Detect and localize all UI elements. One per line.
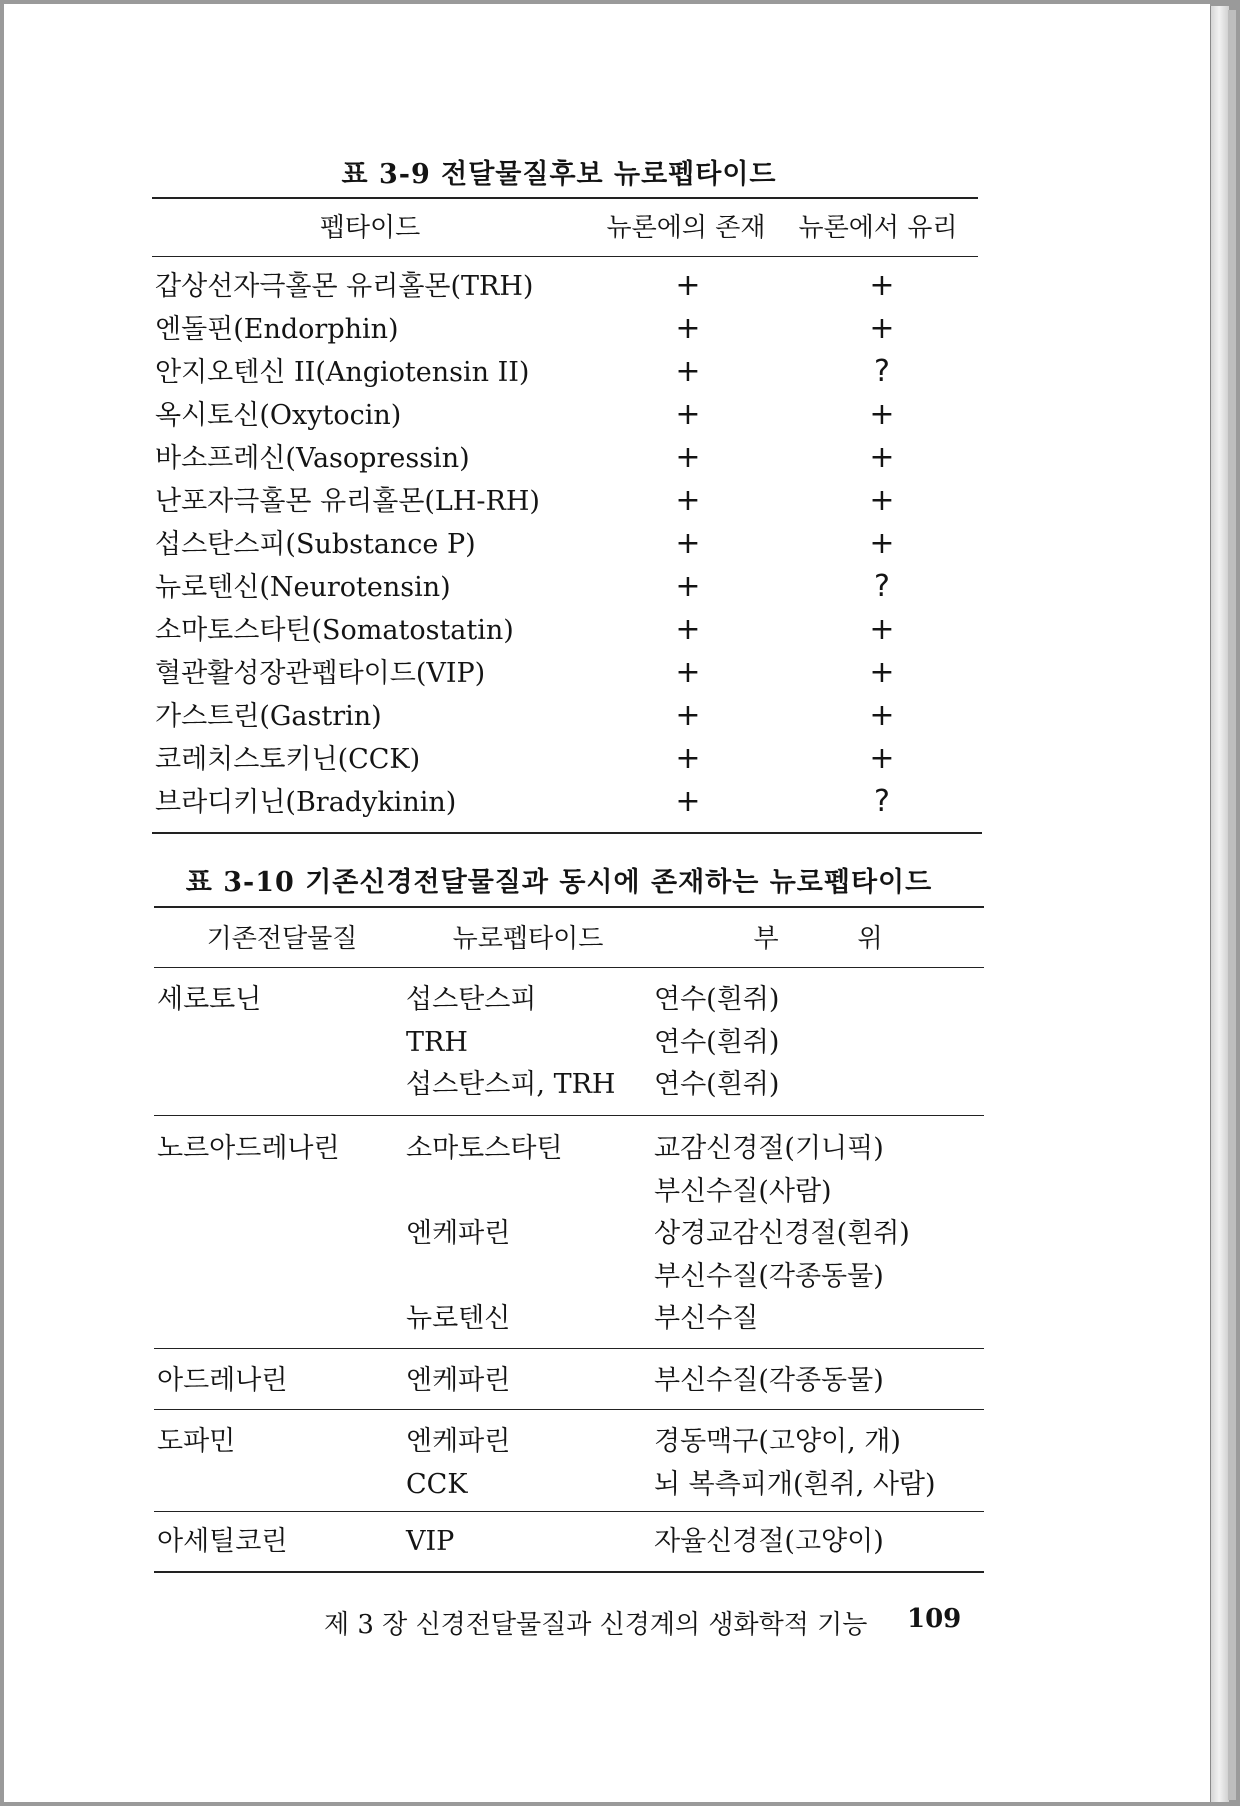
peptide-name: 엔돌핀(Endorphin) <box>155 314 399 345</box>
site-name: 부신수질(각종동물) <box>654 1260 884 1292</box>
site-name: 경동맥구(고양이, 개) <box>654 1426 901 1457</box>
peptide-name: 섭스탄스피(Substance P) <box>155 529 476 560</box>
neuropeptide-name: VIP <box>406 1526 455 1557</box>
page-number: 109 <box>907 1604 962 1634</box>
book-page <box>4 4 1210 1802</box>
peptide-name: 옥시토신(Oxytocin) <box>155 400 402 431</box>
release-mark: + <box>869 655 895 690</box>
release-mark: ? <box>874 354 890 389</box>
column-header-site-1: 부 <box>753 924 779 954</box>
site-name: 교감신경절(기니픽) <box>654 1133 884 1164</box>
column-header-presence: 뉴론에의 존재 <box>606 213 766 243</box>
peptide-name: 갑상선자극홀몬 유리홀몬(TRH) <box>155 271 534 302</box>
table-rule <box>154 906 984 908</box>
presence-mark: + <box>675 612 701 647</box>
site-name: 자율신경절(고양이) <box>654 1526 884 1557</box>
peptide-name: 브라디키닌(Bradykinin) <box>155 787 457 818</box>
page-edge-shadow <box>1228 10 1236 1800</box>
neuropeptide-name: 섭스탄스피, TRH <box>406 1069 616 1100</box>
column-header-site-2: 위 <box>857 924 883 954</box>
group-rule <box>154 1348 984 1349</box>
neuropeptide-name: 엔케파린 <box>406 1365 511 1396</box>
site-name: 상경교감신경절(흰쥐) <box>654 1218 910 1249</box>
transmitter-name: 도파민 <box>157 1426 236 1457</box>
site-name: 연수(흰쥐) <box>654 984 780 1015</box>
peptide-name: 혈관활성장관펩타이드(VIP) <box>155 658 486 689</box>
site-name: 부신수질 <box>654 1303 759 1334</box>
group-rule <box>154 1511 984 1512</box>
release-mark: + <box>869 483 895 518</box>
site-name: 연수(흰쥐) <box>654 1069 780 1100</box>
presence-mark: + <box>675 483 701 518</box>
column-header-peptide: 펩타이드 <box>319 213 421 243</box>
presence-mark: + <box>675 354 701 389</box>
group-rule <box>154 1115 984 1116</box>
presence-mark: + <box>675 569 701 604</box>
table-rule <box>152 256 978 257</box>
neuropeptide-name: 섭스탄스피 <box>406 984 537 1015</box>
group-rule <box>154 1409 984 1410</box>
presence-mark: + <box>675 655 701 690</box>
presence-mark: + <box>675 311 701 346</box>
site-name: 부신수질(사람) <box>654 1175 832 1207</box>
column-header-release: 뉴론에서 유리 <box>798 213 958 243</box>
neuropeptide-name: 엔케파린 <box>406 1426 511 1457</box>
table-rule <box>152 197 978 199</box>
neuropeptide-name: 뉴로텐신 <box>406 1303 511 1334</box>
neuropeptide-name: TRH <box>406 1026 468 1058</box>
peptide-name: 가스트린(Gastrin) <box>155 701 382 732</box>
peptide-name: 뉴로텐신(Neurotensin) <box>155 572 451 603</box>
column-header-neuropeptide: 뉴로펩타이드 <box>452 924 604 954</box>
presence-mark: + <box>675 268 701 303</box>
page-edge <box>1210 6 1229 1802</box>
peptide-name: 난포자극홀몬 유리홀몬(LH-RH) <box>155 486 540 517</box>
table-3-9-title: 표 3-9 전달물질후보 뉴로펩타이드 <box>341 159 777 190</box>
table-3-10-title: 표 3-10 기존신경전달물질과 동시에 존재하는 뉴로펩타이드 <box>185 867 933 898</box>
release-mark: ? <box>874 569 890 604</box>
release-mark: + <box>869 526 895 561</box>
release-mark: + <box>869 440 895 475</box>
release-mark: + <box>869 698 895 733</box>
neuropeptide-name: 소마토스타틴 <box>406 1133 563 1164</box>
site-name: 뇌 복측피개(흰쥐, 사람) <box>654 1468 936 1500</box>
table-rule <box>154 967 984 968</box>
release-mark: + <box>869 268 895 303</box>
peptide-name: 소마토스타틴(Somatostatin) <box>155 615 514 646</box>
site-name: 연수(흰쥐) <box>654 1026 780 1058</box>
transmitter-name: 세로토닌 <box>157 984 262 1015</box>
release-mark: + <box>869 311 895 346</box>
presence-mark: + <box>675 784 701 819</box>
peptide-name: 코레치스토키닌(CCK) <box>155 744 421 775</box>
presence-mark: + <box>675 741 701 776</box>
presence-mark: + <box>675 397 701 432</box>
presence-mark: + <box>675 698 701 733</box>
column-header-transmitter: 기존전달물질 <box>206 924 358 954</box>
table-rule <box>152 832 982 834</box>
release-mark: + <box>869 612 895 647</box>
transmitter-name: 아세틸코린 <box>157 1526 288 1557</box>
neuropeptide-name: CCK <box>406 1468 468 1500</box>
release-mark: ? <box>874 784 890 819</box>
presence-mark: + <box>675 440 701 475</box>
group-rule <box>154 1571 984 1573</box>
transmitter-name: 노르아드레나린 <box>157 1133 340 1164</box>
site-name: 부신수질(각종동물) <box>654 1365 884 1396</box>
peptide-name: 바소프레신(Vasopressin) <box>155 443 470 474</box>
release-mark: + <box>869 741 895 776</box>
release-mark: + <box>869 397 895 432</box>
chapter-footer: 제 3 장 신경전달물질과 신경계의 생화학적 기능 <box>324 1610 868 1640</box>
neuropeptide-name: 엔케파린 <box>406 1218 511 1249</box>
peptide-name: 안지오텐신 II(Angiotensin II) <box>155 357 530 388</box>
transmitter-name: 아드레나린 <box>157 1365 288 1396</box>
presence-mark: + <box>675 526 701 561</box>
